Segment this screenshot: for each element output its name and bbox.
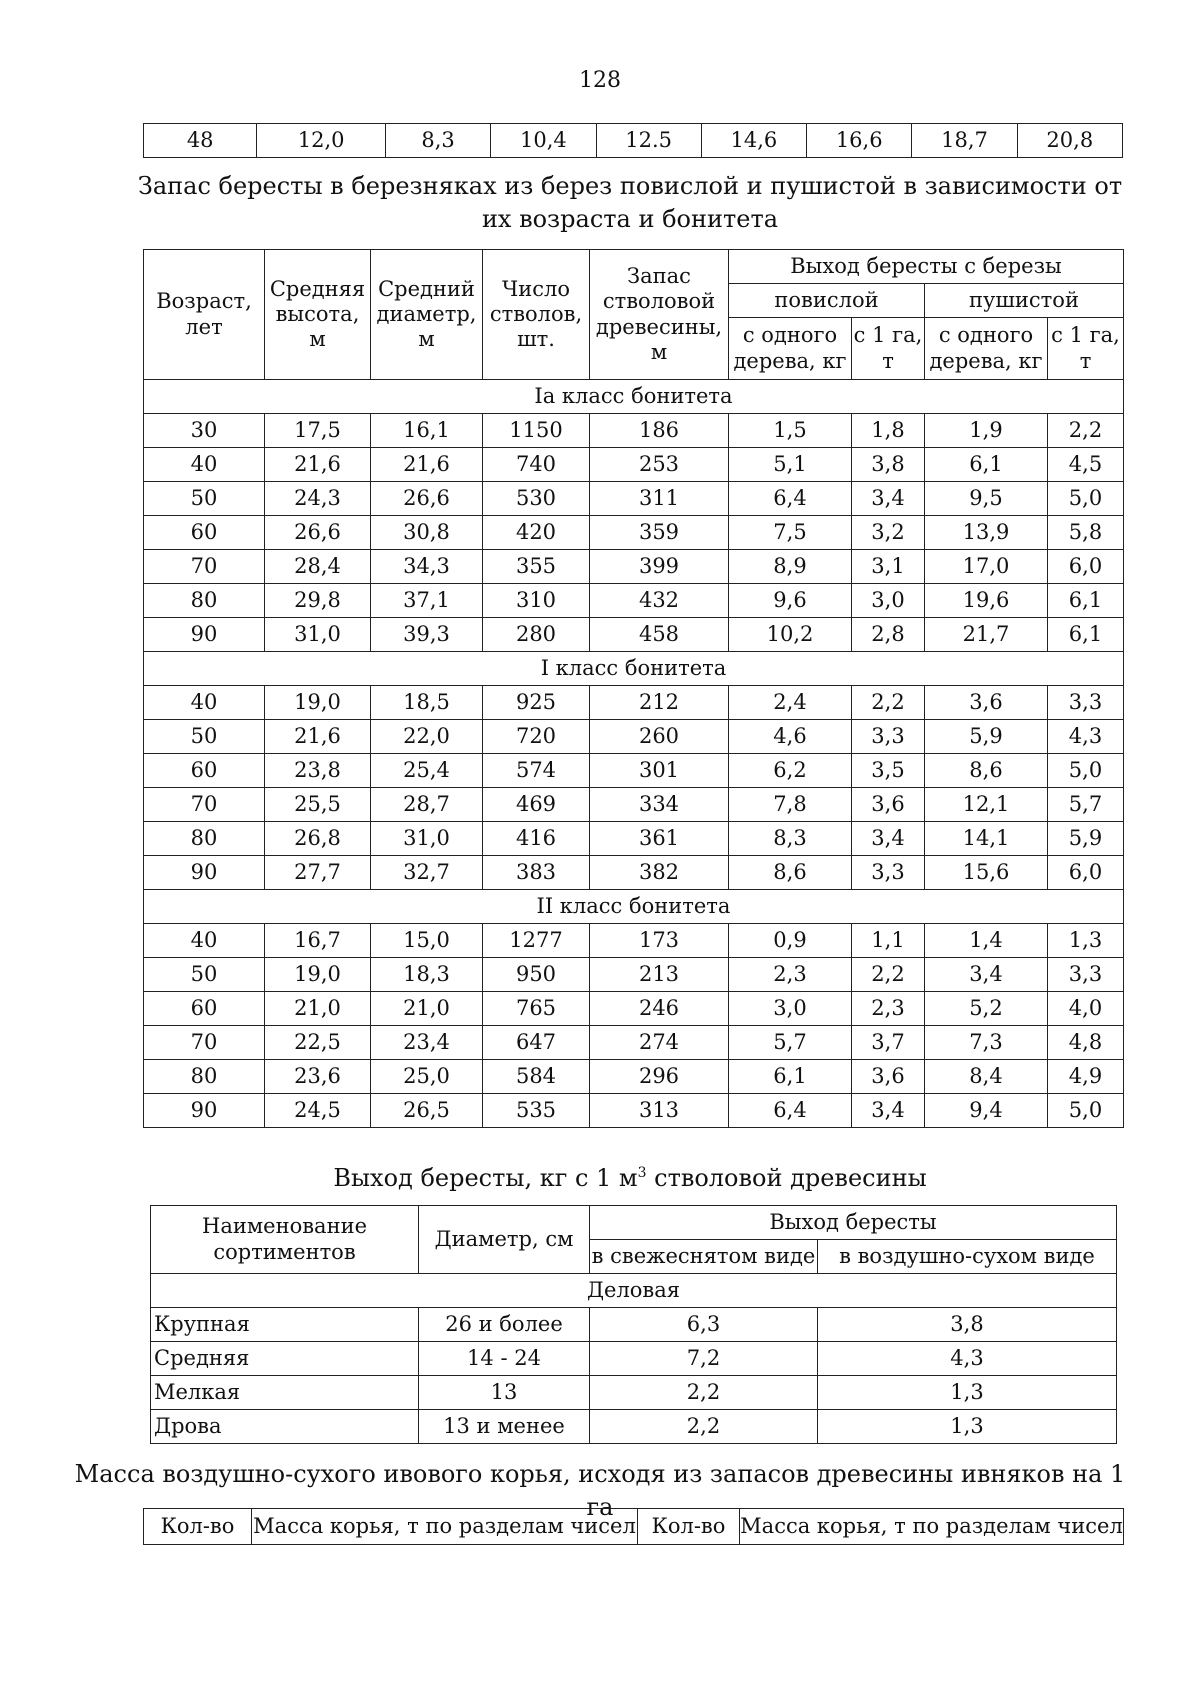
table-cell: 3,1 xyxy=(852,550,925,584)
table-row xyxy=(144,516,1124,550)
table-cell: 34,3 xyxy=(371,550,483,584)
table-cell: 23,4 xyxy=(371,1026,483,1060)
table-cell: 7,8 xyxy=(729,788,852,822)
diameter-header: Средний диаметр, м xyxy=(371,250,483,380)
table-cell: 3,0 xyxy=(852,584,925,618)
title-text: стволовой древесины xyxy=(646,1164,927,1192)
table-row xyxy=(144,822,1124,856)
table-cell: 2,4 xyxy=(729,686,852,720)
table-cell: 25,5 xyxy=(265,788,371,822)
willow-bark-table-title: Масса воздушно-сухого ивового корья, исходя из запасов древесины ивняков на 1 га xyxy=(74,1460,1126,1521)
table-cell: 32,7 xyxy=(371,856,483,890)
table-cell: 2,2 xyxy=(1048,414,1124,448)
table-cell: 24,5 xyxy=(265,1094,371,1128)
table-cell: 2,2 xyxy=(852,686,925,720)
table-cell: 29,8 xyxy=(265,584,371,618)
table-cell: Мелкая xyxy=(151,1376,419,1410)
table-cell: 40 xyxy=(144,686,265,720)
table-cell: 399 xyxy=(590,550,729,584)
table-cell: 3,3 xyxy=(1048,686,1124,720)
table-cell: 26,6 xyxy=(371,482,483,516)
section-label: II класс бонитета xyxy=(144,890,1124,924)
table-row xyxy=(144,1026,1124,1060)
table-row xyxy=(151,1410,1117,1444)
table-cell: 420 xyxy=(483,516,590,550)
table-cell: 19,0 xyxy=(265,958,371,992)
table-cell: 70 xyxy=(144,550,265,584)
table-row xyxy=(144,618,1124,652)
table-cell: 1277 xyxy=(483,924,590,958)
header-row xyxy=(144,1509,1124,1545)
table-cell: 361 xyxy=(590,822,729,856)
table-cell: 28,7 xyxy=(371,788,483,822)
section-row xyxy=(144,652,1124,686)
table-cell: 5,0 xyxy=(1048,754,1124,788)
table-cell: 26 и более xyxy=(419,1308,590,1342)
table-cell: 70 xyxy=(144,788,265,822)
table-cell: 22,5 xyxy=(265,1026,371,1060)
table-cell: 355 xyxy=(483,550,590,584)
table-cell: 1,8 xyxy=(852,414,925,448)
table-row xyxy=(144,1094,1124,1128)
pendula-header: повислой xyxy=(729,284,925,318)
table-cell: 3,5 xyxy=(852,754,925,788)
table-cell: 246 xyxy=(590,992,729,1026)
table-cell: 13 и менее xyxy=(419,1410,590,1444)
section-row xyxy=(144,380,1124,414)
table-cell: 7,5 xyxy=(729,516,852,550)
table-cell: 4,3 xyxy=(1048,720,1124,754)
table-cell: Средняя xyxy=(151,1342,419,1376)
table-cell: 274 xyxy=(590,1026,729,1060)
superscript: 3 xyxy=(637,1165,647,1181)
birch-bark-stock-table xyxy=(143,249,1124,1128)
table-cell: 3,4 xyxy=(925,958,1048,992)
table-cell: 4,0 xyxy=(1048,992,1124,1026)
table-cell: Дрова xyxy=(151,1410,419,1444)
table-cell: 9,5 xyxy=(925,482,1048,516)
table-cell: 458 xyxy=(590,618,729,652)
table-cell: 296 xyxy=(590,1060,729,1094)
age-header: Возраст, лет xyxy=(144,250,265,380)
table-cell: 1,9 xyxy=(925,414,1048,448)
table-cell: 5,7 xyxy=(729,1026,852,1060)
table-cell: 1,3 xyxy=(1048,924,1124,958)
table-cell: 5,1 xyxy=(729,448,852,482)
table-cell: 30,8 xyxy=(371,516,483,550)
table-cell: 21,6 xyxy=(265,720,371,754)
table-cell: 4,6 xyxy=(729,720,852,754)
table-cell: 15,0 xyxy=(371,924,483,958)
table-cell: 311 xyxy=(590,482,729,516)
table-cell: 60 xyxy=(144,516,265,550)
table-cell: 8,3 xyxy=(385,124,490,158)
table-cell: 21,6 xyxy=(371,448,483,482)
table-cell: 2,2 xyxy=(590,1410,818,1444)
table-cell: 48 xyxy=(144,124,257,158)
table-cell: 720 xyxy=(483,720,590,754)
table-cell: 6,4 xyxy=(729,1094,852,1128)
table-cell: 50 xyxy=(144,720,265,754)
section-row xyxy=(144,890,1124,924)
table-cell: 24,3 xyxy=(265,482,371,516)
table-cell: 3,7 xyxy=(852,1026,925,1060)
table-cell: 1,3 xyxy=(818,1376,1117,1410)
table-cell: 80 xyxy=(144,584,265,618)
table-cell: 21,0 xyxy=(371,992,483,1026)
table-cell: 1,4 xyxy=(925,924,1048,958)
table-cell: 31,0 xyxy=(371,822,483,856)
table-cell: 16,6 xyxy=(807,124,912,158)
diameter-header: Диаметр, см xyxy=(419,1206,590,1274)
table-cell: 334 xyxy=(590,788,729,822)
table-cell: 90 xyxy=(144,856,265,890)
table-cell: 6,1 xyxy=(1048,584,1124,618)
table-cell: 3,4 xyxy=(852,482,925,516)
table-cell: 60 xyxy=(144,992,265,1026)
table-cell: 40 xyxy=(144,448,265,482)
table-cell: 3,3 xyxy=(852,720,925,754)
table-cell: 260 xyxy=(590,720,729,754)
table-cell: 647 xyxy=(483,1026,590,1060)
table-cell: 40 xyxy=(144,924,265,958)
table-cell: 8,6 xyxy=(925,754,1048,788)
table-row xyxy=(144,1060,1124,1094)
table-cell: 9,4 xyxy=(925,1094,1048,1128)
bark-mass-header: Масса корья, т по разделам чисел xyxy=(252,1509,638,1545)
dry-header: в воздушно-сухом виде xyxy=(818,1240,1117,1274)
table-cell: 212 xyxy=(590,686,729,720)
table-cell: 18,5 xyxy=(371,686,483,720)
table-cell: 6,0 xyxy=(1048,550,1124,584)
title-text: Выход бересты, кг с 1 м xyxy=(333,1164,638,1192)
section-label: Деловая xyxy=(151,1274,1117,1308)
table-cell: 16,1 xyxy=(371,414,483,448)
table-cell: 301 xyxy=(590,754,729,788)
table-cell: 16,7 xyxy=(265,924,371,958)
table-cell: 1,1 xyxy=(852,924,925,958)
table-cell: 3,2 xyxy=(852,516,925,550)
table-cell: 30 xyxy=(144,414,265,448)
table-cell: 186 xyxy=(590,414,729,448)
pubescens-header: пушистой xyxy=(925,284,1124,318)
table-cell: 213 xyxy=(590,958,729,992)
table-cell: 12,0 xyxy=(257,124,386,158)
table-cell: 416 xyxy=(483,822,590,856)
willow-bark-table xyxy=(143,1508,1124,1545)
table-cell: 90 xyxy=(144,618,265,652)
table-cell: 310 xyxy=(483,584,590,618)
section-label: Ia класс бонитета xyxy=(144,380,1124,414)
table-cell: 2,2 xyxy=(852,958,925,992)
table-cell: 3,4 xyxy=(852,822,925,856)
table-cell: 2,3 xyxy=(729,958,852,992)
header-row xyxy=(144,250,1124,284)
table-cell: 6,1 xyxy=(1048,618,1124,652)
wood-stock-header: Запас стволовой древесины, м xyxy=(590,250,729,380)
table-cell: 31,0 xyxy=(265,618,371,652)
bark-output-table xyxy=(150,1205,1117,1444)
table-cell: 6,1 xyxy=(729,1060,852,1094)
table-cell: 14,6 xyxy=(701,124,806,158)
table-cell: 8,3 xyxy=(729,822,852,856)
table-cell: 22,0 xyxy=(371,720,483,754)
table-cell: 584 xyxy=(483,1060,590,1094)
table-cell: 2,2 xyxy=(590,1376,818,1410)
bark-output-header: Выход бересты xyxy=(590,1206,1117,1240)
table-row xyxy=(151,1308,1117,1342)
table-cell: 4,3 xyxy=(818,1342,1117,1376)
table-cell: 6,0 xyxy=(1048,856,1124,890)
per-tree-header: с одного дерева, кг xyxy=(729,318,852,380)
table-cell: 765 xyxy=(483,992,590,1026)
table-cell: 12,1 xyxy=(925,788,1048,822)
table-cell: 10,2 xyxy=(729,618,852,652)
table-cell: 5,0 xyxy=(1048,482,1124,516)
table-cell: 3,6 xyxy=(852,788,925,822)
table-cell: 383 xyxy=(483,856,590,890)
section-row xyxy=(151,1274,1117,1308)
table-cell: 950 xyxy=(483,958,590,992)
table-cell: 90 xyxy=(144,1094,265,1128)
table-cell: 80 xyxy=(144,822,265,856)
table-cell: 574 xyxy=(483,754,590,788)
table-cell: 432 xyxy=(590,584,729,618)
table-cell: 253 xyxy=(590,448,729,482)
page-number: 128 xyxy=(579,68,621,93)
count-header: Кол-во xyxy=(144,1509,252,1545)
table-row xyxy=(144,720,1124,754)
table-row xyxy=(144,924,1124,958)
table-cell: 50 xyxy=(144,958,265,992)
table-row xyxy=(144,856,1124,890)
table-cell: 27,7 xyxy=(265,856,371,890)
table-cell: 39,3 xyxy=(371,618,483,652)
table-cell: 5,8 xyxy=(1048,516,1124,550)
table-row xyxy=(144,788,1124,822)
table-cell: 25,0 xyxy=(371,1060,483,1094)
table-cell: 70 xyxy=(144,1026,265,1060)
table-cell: 26,8 xyxy=(265,822,371,856)
table-cell: 12.5 xyxy=(596,124,701,158)
table-cell: 8,9 xyxy=(729,550,852,584)
table-cell: 25,4 xyxy=(371,754,483,788)
table-cell: 3,3 xyxy=(852,856,925,890)
table-cell: 13,9 xyxy=(925,516,1048,550)
table-cell: 4,9 xyxy=(1048,1060,1124,1094)
table-row xyxy=(144,482,1124,516)
table-cell: 6,1 xyxy=(925,448,1048,482)
bark-mass-header: Масса корья, т по разделам чисел xyxy=(740,1509,1124,1545)
table-cell: 26,5 xyxy=(371,1094,483,1128)
table-cell: 15,6 xyxy=(925,856,1048,890)
table-cell: 3,3 xyxy=(1048,958,1124,992)
table-cell: 6,4 xyxy=(729,482,852,516)
table-cell: 8,4 xyxy=(925,1060,1048,1094)
section-label: I класс бонитета xyxy=(144,652,1124,686)
table-cell: 80 xyxy=(144,1060,265,1094)
table-cell: 925 xyxy=(483,686,590,720)
table-cell: 1,5 xyxy=(729,414,852,448)
bark-output-header: Выход бересты с березы xyxy=(729,250,1124,284)
table-cell: 3,8 xyxy=(852,448,925,482)
table-row xyxy=(144,584,1124,618)
table-cell: 3,0 xyxy=(729,992,852,1026)
table-row xyxy=(144,992,1124,1026)
table-cell: 5,9 xyxy=(925,720,1048,754)
table-cell: 2,8 xyxy=(852,618,925,652)
table-cell: 17,0 xyxy=(925,550,1048,584)
table-cell: 19,6 xyxy=(925,584,1048,618)
table-cell: 23,6 xyxy=(265,1060,371,1094)
table-cell: 14 - 24 xyxy=(419,1342,590,1376)
table-cell: 17,5 xyxy=(265,414,371,448)
table-cell: 5,0 xyxy=(1048,1094,1124,1128)
table-cell: 6,2 xyxy=(729,754,852,788)
table-cell: 280 xyxy=(483,618,590,652)
table-cell: 4,5 xyxy=(1048,448,1124,482)
table-cell: 469 xyxy=(483,788,590,822)
table-cell: 359 xyxy=(590,516,729,550)
table-cell: 23,8 xyxy=(265,754,371,788)
count-header: Кол-во xyxy=(638,1509,740,1545)
table-cell: 1150 xyxy=(483,414,590,448)
table-cell: 50 xyxy=(144,482,265,516)
birch-bark-table-title: Запас бересты в березняках из берез повислой и пушистой в зависимости от их возраста и бонитета xyxy=(137,172,1123,233)
table-cell: 7,3 xyxy=(925,1026,1048,1060)
table-cell: 10,4 xyxy=(491,124,596,158)
table-cell: 26,6 xyxy=(265,516,371,550)
table-row xyxy=(151,1342,1117,1376)
table-cell: 5,9 xyxy=(1048,822,1124,856)
table-cell: 21,7 xyxy=(925,618,1048,652)
table-cell: 530 xyxy=(483,482,590,516)
table-cell: 6,3 xyxy=(590,1308,818,1342)
bark-output-table-title xyxy=(130,1157,1130,1195)
per-ha-header: с 1 га, т xyxy=(852,318,925,380)
table-cell: 382 xyxy=(590,856,729,890)
table-row xyxy=(144,124,1123,158)
table-cell: 4,8 xyxy=(1048,1026,1124,1060)
table-cell: 5,7 xyxy=(1048,788,1124,822)
stems-header: Число стволов, шт. xyxy=(483,250,590,380)
table-cell: 60 xyxy=(144,754,265,788)
header-row xyxy=(151,1206,1117,1240)
table-cell: 7,2 xyxy=(590,1342,818,1376)
table-cell: 8,6 xyxy=(729,856,852,890)
table-cell: 173 xyxy=(590,924,729,958)
table-cell: Крупная xyxy=(151,1308,419,1342)
table-row xyxy=(144,754,1124,788)
table-row xyxy=(144,414,1124,448)
table-cell: 18,3 xyxy=(371,958,483,992)
per-tree-header: с одного дерева, кг xyxy=(925,318,1048,380)
table-cell: 313 xyxy=(590,1094,729,1128)
table-row xyxy=(151,1376,1117,1410)
table-cell: 535 xyxy=(483,1094,590,1128)
table-cell: 740 xyxy=(483,448,590,482)
fresh-header: в свежеснятом виде xyxy=(590,1240,818,1274)
table-cell: 13 xyxy=(419,1376,590,1410)
table-cell: 3,4 xyxy=(852,1094,925,1128)
table-cell: 18,7 xyxy=(912,124,1017,158)
table-row xyxy=(144,958,1124,992)
table-cell: 19,0 xyxy=(265,686,371,720)
table-row xyxy=(144,550,1124,584)
table-cell: 28,4 xyxy=(265,550,371,584)
table-row xyxy=(144,448,1124,482)
height-header: Средняя высота, м xyxy=(265,250,371,380)
per-ha-header: с 1 га, т xyxy=(1048,318,1124,380)
table-cell: 0,9 xyxy=(729,924,852,958)
table-cell: 20,8 xyxy=(1017,124,1122,158)
table-cell: 5,2 xyxy=(925,992,1048,1026)
table-cell: 21,0 xyxy=(265,992,371,1026)
table-cell: 9,6 xyxy=(729,584,852,618)
table-cell: 37,1 xyxy=(371,584,483,618)
table-cell: 3,8 xyxy=(818,1308,1117,1342)
table-row xyxy=(144,686,1124,720)
table-cell: 2,3 xyxy=(852,992,925,1026)
table-cell: 3,6 xyxy=(852,1060,925,1094)
table-cell: 14,1 xyxy=(925,822,1048,856)
table-cell: 21,6 xyxy=(265,448,371,482)
continued-table xyxy=(143,123,1123,158)
assortment-header: Наименование сортиментов xyxy=(151,1206,419,1274)
table-cell: 1,3 xyxy=(818,1410,1117,1444)
table-cell: 3,6 xyxy=(925,686,1048,720)
